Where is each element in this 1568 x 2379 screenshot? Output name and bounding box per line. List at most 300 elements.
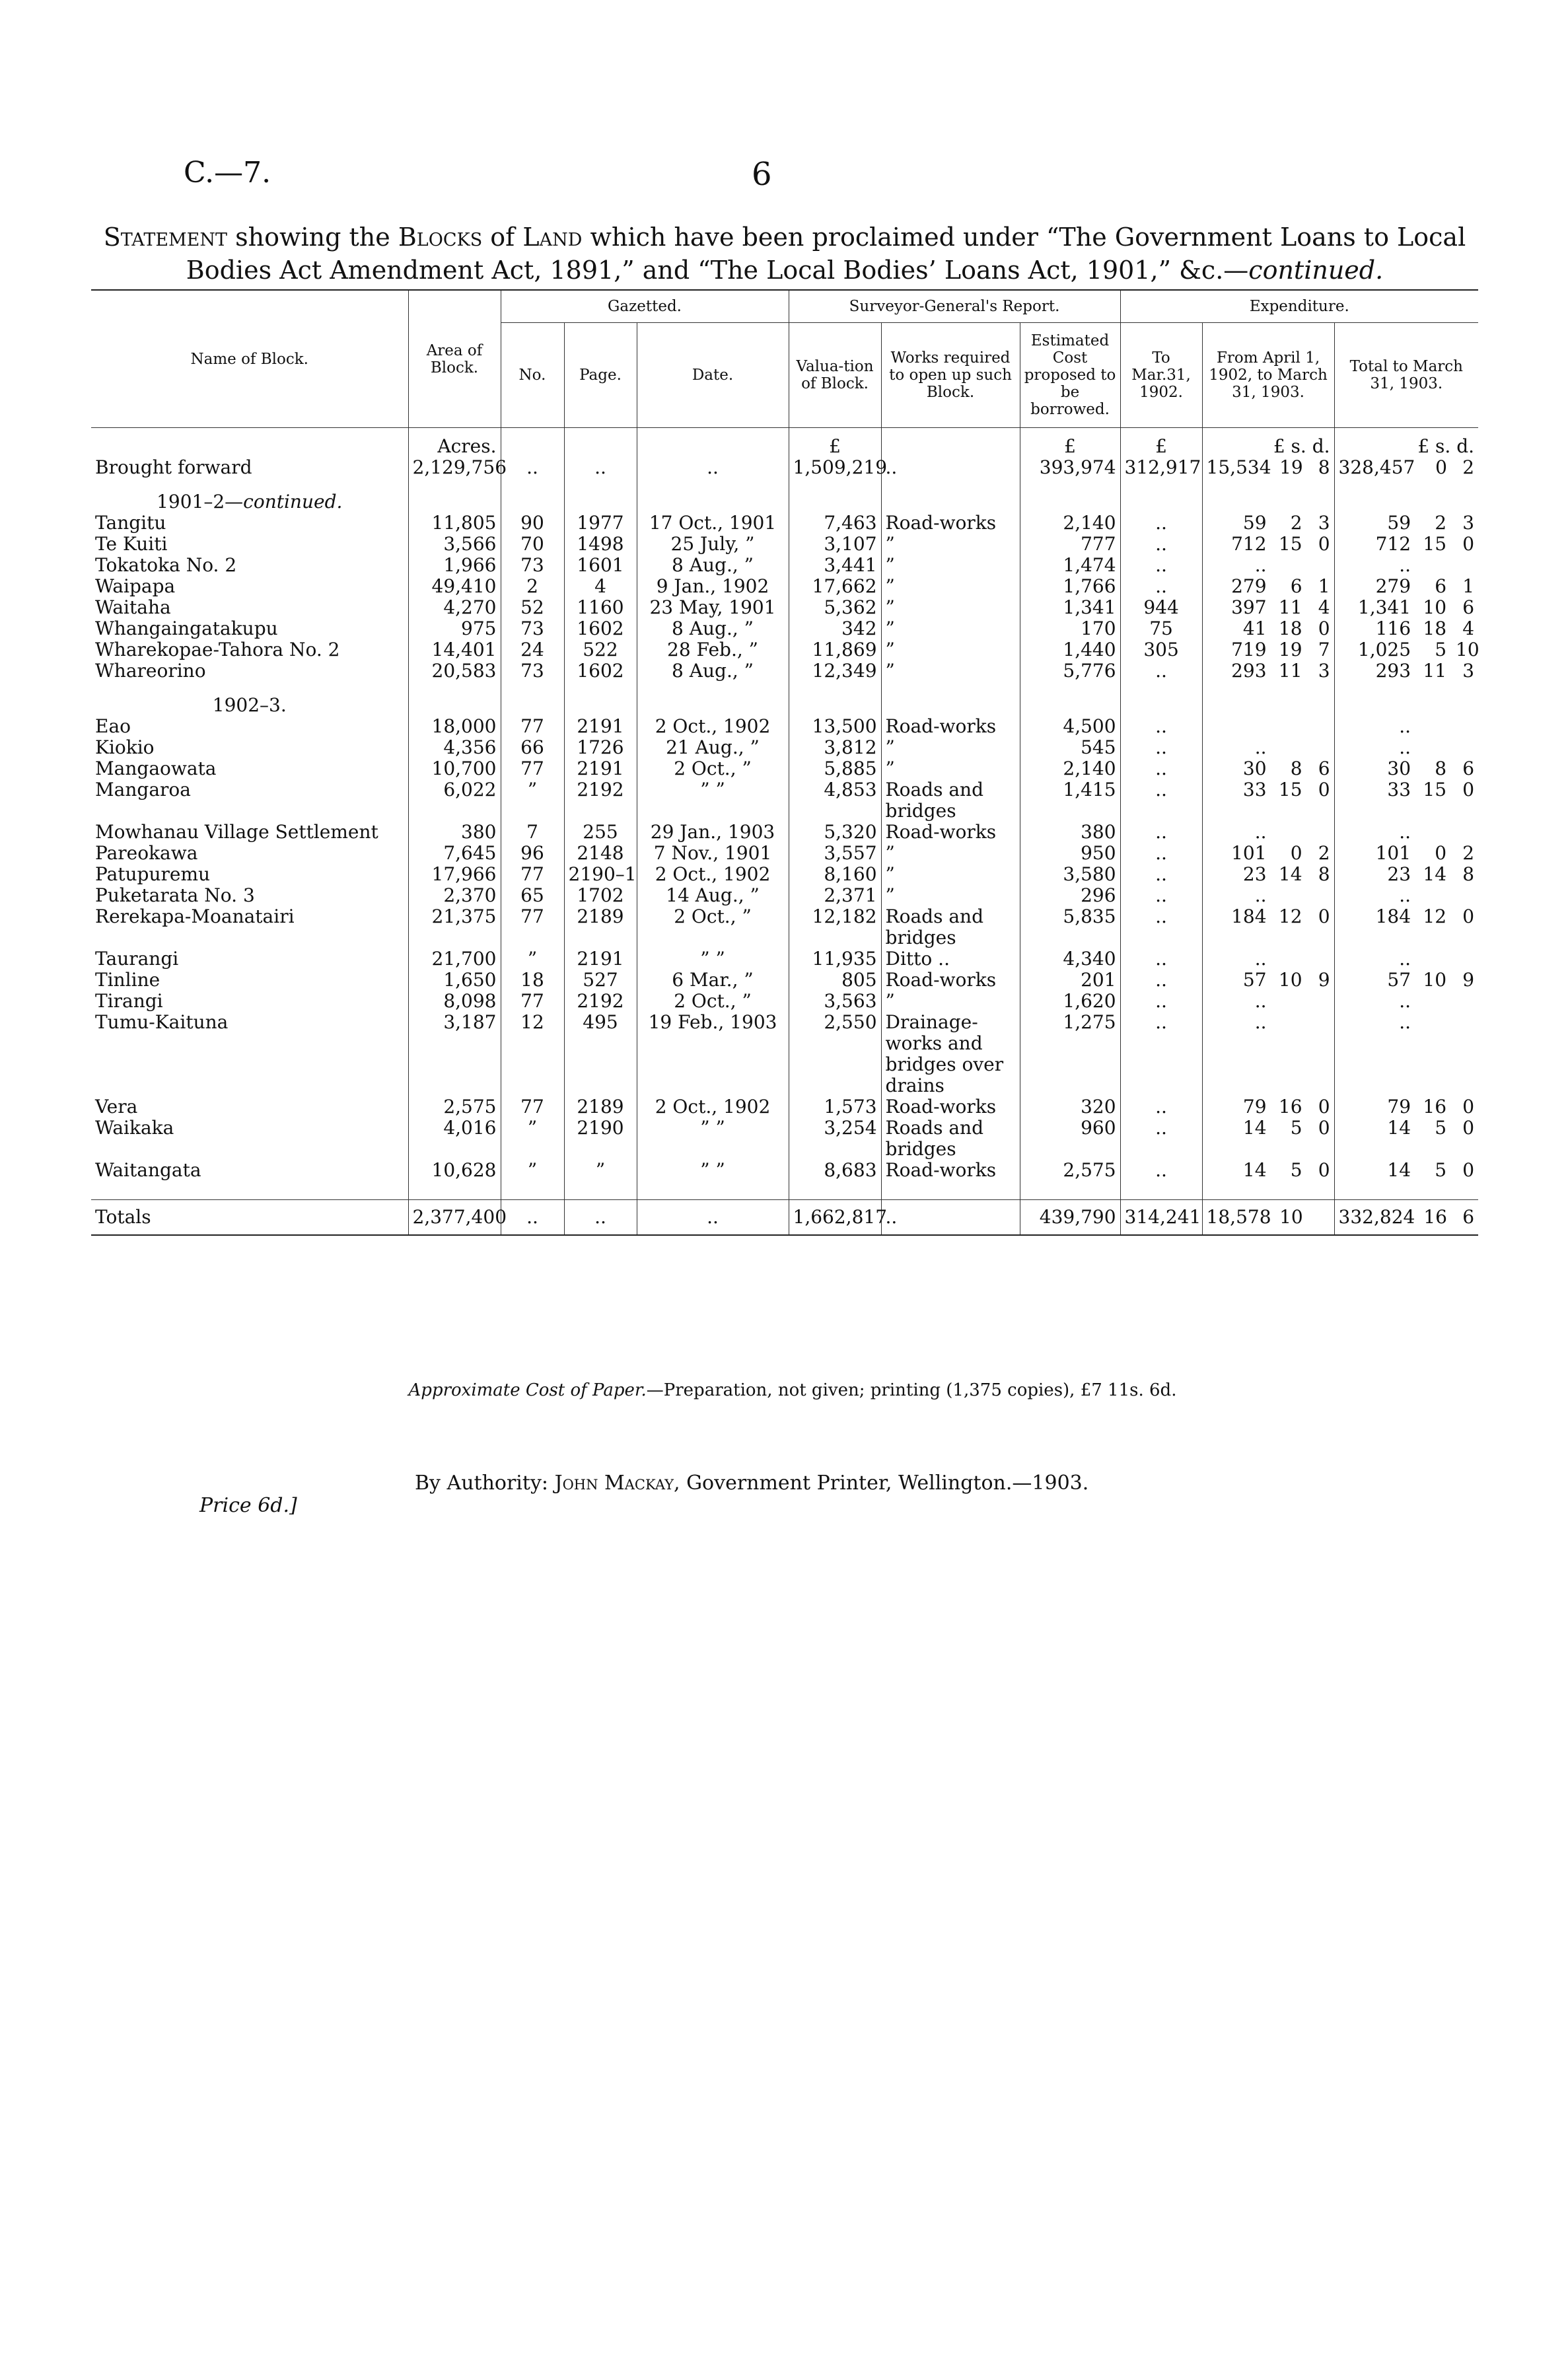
expenditure-1902-1903 bbox=[1202, 864, 1334, 885]
works-required: Roads and bridges bbox=[881, 779, 1020, 822]
pence: 10 bbox=[1456, 639, 1479, 660]
gazette-no: 66 bbox=[501, 737, 564, 758]
area-acres: 3,566 bbox=[408, 534, 501, 555]
money-amount bbox=[1339, 597, 1475, 618]
valuation: 805 bbox=[789, 970, 881, 991]
area-acres: 4,016 bbox=[408, 1118, 501, 1160]
unit-val: £ bbox=[789, 428, 881, 458]
money-amount bbox=[1339, 737, 1475, 758]
pounds: 18,578 bbox=[1206, 1206, 1271, 1228]
expenditure-total bbox=[1334, 779, 1478, 822]
area-acres: 6,022 bbox=[408, 779, 501, 822]
printer-authority bbox=[415, 1472, 1088, 1495]
expenditure-total bbox=[1334, 1118, 1478, 1160]
estimated-cost: 380 bbox=[1020, 822, 1120, 843]
estimated-cost: 777 bbox=[1020, 534, 1120, 555]
pence bbox=[1456, 716, 1474, 737]
expenditure-1902-1903 bbox=[1202, 843, 1334, 864]
expenditure-to-1902: .. bbox=[1120, 1096, 1202, 1118]
gazette-page: 2190 bbox=[564, 1118, 637, 1160]
shillings bbox=[1420, 991, 1446, 1012]
gazette-date: .. bbox=[637, 1200, 789, 1236]
block-name: Mowhanau Village Settlement bbox=[95, 821, 378, 843]
expenditure-to-1902: .. bbox=[1120, 822, 1202, 843]
pence: 0 bbox=[1462, 533, 1475, 555]
estimated-cost: 2,140 bbox=[1020, 513, 1120, 534]
valuation: 11,935 bbox=[789, 948, 881, 970]
estimated-cost: 1,766 bbox=[1020, 576, 1120, 597]
pounds: 23 bbox=[1387, 863, 1411, 885]
price-note: Price 6d.] bbox=[199, 1494, 297, 1517]
expenditure-1902-1903 bbox=[1202, 534, 1334, 555]
expenditure-total bbox=[1334, 716, 1478, 737]
expenditure-1902-1903 bbox=[1202, 1012, 1334, 1096]
expenditure-total bbox=[1334, 660, 1478, 682]
title-land: Land bbox=[522, 223, 583, 252]
works-required: ” bbox=[881, 758, 1020, 779]
unit-acres: Acres. bbox=[408, 428, 501, 458]
estimated-cost: 320 bbox=[1020, 1096, 1120, 1118]
expenditure-to-1902: 305 bbox=[1120, 639, 1202, 660]
works-required: Road-works bbox=[881, 822, 1020, 843]
estimated-cost: 5,835 bbox=[1020, 906, 1120, 948]
money-amount bbox=[1207, 1207, 1330, 1228]
block-name: Eao bbox=[95, 715, 131, 737]
authority-lead: By Authority: bbox=[415, 1472, 549, 1495]
pounds: 79 bbox=[1242, 1096, 1267, 1118]
expenditure-1902-1903 bbox=[1202, 1160, 1334, 1181]
gazette-date: ” ” bbox=[637, 1118, 789, 1160]
gazette-page: .. bbox=[564, 1200, 637, 1236]
gazette-page: 2191 bbox=[564, 758, 637, 779]
shillings: 16 bbox=[1278, 1096, 1302, 1118]
pence bbox=[1312, 991, 1330, 1012]
area-acres: 18,000 bbox=[408, 716, 501, 737]
block-name: Mangaroa bbox=[95, 779, 191, 800]
shillings: 6 bbox=[1290, 575, 1302, 597]
pounds: 14 bbox=[1387, 1117, 1411, 1139]
gazette-no: 77 bbox=[501, 906, 564, 948]
pence: 0 bbox=[1318, 779, 1330, 800]
shillings bbox=[1420, 716, 1446, 737]
pounds: 1,341 bbox=[1357, 596, 1411, 618]
money-amount bbox=[1207, 618, 1330, 639]
estimated-cost: 4,500 bbox=[1020, 716, 1120, 737]
valuation: 5,885 bbox=[789, 758, 881, 779]
cost-details: —Preparation, not given; printing (1,375 copies), £7 11s. 6d. bbox=[646, 1380, 1177, 1400]
cost-label: Approximate Cost of Paper. bbox=[408, 1380, 647, 1400]
gazette-no: ” bbox=[501, 779, 564, 822]
expenditure-to-1902: .. bbox=[1120, 660, 1202, 682]
spacer-row bbox=[91, 1181, 1478, 1200]
area-acres: 10,628 bbox=[408, 1160, 501, 1181]
shillings: 5 bbox=[1435, 1117, 1447, 1139]
gazette-page: 1726 bbox=[564, 737, 637, 758]
valuation: 8,683 bbox=[789, 1160, 881, 1181]
gazette-no: 73 bbox=[501, 660, 564, 682]
pence: 0 bbox=[1318, 1159, 1330, 1181]
table-row bbox=[91, 991, 1478, 1012]
table-row bbox=[91, 639, 1478, 660]
gazette-page: 2192 bbox=[564, 779, 637, 822]
pence: 6 bbox=[1318, 758, 1330, 779]
gazette-date: 17 Oct., 1901 bbox=[637, 513, 789, 534]
expenditure-1902-1903 bbox=[1202, 970, 1334, 991]
pounds: .. bbox=[1399, 1011, 1411, 1033]
table-row bbox=[91, 534, 1478, 555]
expenditure-to-1902: .. bbox=[1120, 970, 1202, 991]
table-row bbox=[91, 906, 1478, 948]
shillings: 2 bbox=[1290, 512, 1302, 534]
works-required: ” bbox=[881, 618, 1020, 639]
estimated-cost: 2,140 bbox=[1020, 758, 1120, 779]
pounds: .. bbox=[1254, 821, 1267, 843]
pounds: .. bbox=[1399, 821, 1411, 843]
gazette-date: 21 Aug., ” bbox=[637, 737, 789, 758]
gazette-page: 2148 bbox=[564, 843, 637, 864]
gazette-date: 9 Jan., 1902 bbox=[637, 576, 789, 597]
money-amount bbox=[1207, 991, 1330, 1012]
shillings: 12 bbox=[1278, 905, 1302, 927]
area-acres: 380 bbox=[408, 822, 501, 843]
expenditure-total bbox=[1334, 1096, 1478, 1118]
pounds: .. bbox=[1254, 948, 1267, 970]
valuation: 2,371 bbox=[789, 885, 881, 906]
pence: 0 bbox=[1462, 1096, 1475, 1118]
money-amount bbox=[1339, 1118, 1475, 1139]
totals-row bbox=[91, 1200, 1478, 1236]
gazette-date: 2 Oct., 1902 bbox=[637, 1096, 789, 1118]
expenditure-to-1902: .. bbox=[1120, 555, 1202, 576]
gazette-date: 29 Jan., 1903 bbox=[637, 822, 789, 843]
statement-table bbox=[91, 289, 1478, 1236]
shillings: 15 bbox=[1278, 533, 1302, 555]
pence: 1 bbox=[1462, 575, 1475, 597]
area-acres: 2,129,756 bbox=[408, 457, 501, 478]
expenditure-to-1902: .. bbox=[1120, 885, 1202, 906]
col-name-of-block: Name of Block. bbox=[91, 290, 408, 428]
money-amount bbox=[1339, 534, 1475, 555]
shillings bbox=[1276, 948, 1302, 970]
works-required: ” bbox=[881, 864, 1020, 885]
expenditure-to-1902: 314,241 bbox=[1120, 1200, 1202, 1236]
expenditure-total bbox=[1334, 948, 1478, 970]
statement-title bbox=[91, 221, 1478, 287]
expenditure-to-1902: .. bbox=[1120, 1012, 1202, 1096]
pounds: 41 bbox=[1242, 618, 1267, 639]
section-label bbox=[91, 682, 408, 716]
expenditure-to-1902: .. bbox=[1120, 534, 1202, 555]
shillings: 10 bbox=[1279, 1206, 1303, 1228]
expenditure-to-1902: .. bbox=[1120, 1118, 1202, 1160]
works-required: ” bbox=[881, 991, 1020, 1012]
expenditure-1902-1903 bbox=[1202, 576, 1334, 597]
expenditure-1902-1903 bbox=[1202, 822, 1334, 843]
shillings bbox=[1276, 885, 1302, 906]
col-area: Area of Block. bbox=[408, 290, 501, 428]
pence bbox=[1312, 1207, 1330, 1228]
col-total-1903: Total to March 31, 1903. bbox=[1334, 323, 1478, 428]
expenditure-total bbox=[1334, 906, 1478, 948]
pence: 0 bbox=[1318, 618, 1330, 639]
gazette-date: ” ” bbox=[637, 948, 789, 970]
money-amount bbox=[1207, 822, 1330, 843]
works-required: ” bbox=[881, 843, 1020, 864]
gazette-page: 1702 bbox=[564, 885, 637, 906]
estimated-cost: 2,575 bbox=[1020, 1160, 1120, 1181]
pounds: 101 bbox=[1231, 842, 1267, 864]
valuation: 12,182 bbox=[789, 906, 881, 948]
pence: 0 bbox=[1318, 905, 1330, 927]
expenditure-to-1902: .. bbox=[1120, 906, 1202, 948]
pounds: .. bbox=[1254, 884, 1267, 906]
money-amount bbox=[1339, 970, 1475, 991]
money-amount bbox=[1207, 1012, 1330, 1033]
gazette-no: 12 bbox=[501, 1012, 564, 1096]
expenditure-total bbox=[1334, 1012, 1478, 1096]
pounds: 30 bbox=[1387, 758, 1411, 779]
col-surveyor-report: Surveyor-General's Report. bbox=[789, 290, 1120, 323]
block-name: Vera bbox=[95, 1096, 138, 1118]
valuation: 7,463 bbox=[789, 513, 881, 534]
works-required: ” bbox=[881, 885, 1020, 906]
col-page: Page. bbox=[564, 323, 637, 428]
expenditure-to-1902: .. bbox=[1120, 1160, 1202, 1181]
expenditure-1902-1903 bbox=[1202, 737, 1334, 758]
block-name: Te Kuiti bbox=[95, 533, 168, 555]
pence bbox=[1456, 822, 1474, 843]
money-amount bbox=[1339, 555, 1475, 576]
valuation: 8,160 bbox=[789, 864, 881, 885]
gazette-page: 1498 bbox=[564, 534, 637, 555]
shillings: 6 bbox=[1435, 575, 1447, 597]
table-row bbox=[91, 555, 1478, 576]
expenditure-total bbox=[1334, 991, 1478, 1012]
pounds: .. bbox=[1399, 554, 1411, 576]
pounds: 59 bbox=[1242, 512, 1267, 534]
gazette-date: .. bbox=[637, 457, 789, 478]
expenditure-total bbox=[1334, 758, 1478, 779]
expenditure-1902-1903 bbox=[1202, 885, 1334, 906]
gazette-date: 7 Nov., 1901 bbox=[637, 843, 789, 864]
block-name: Brought forward bbox=[95, 456, 252, 478]
unit-from: £ s. d. bbox=[1202, 428, 1334, 458]
pence bbox=[1312, 1012, 1330, 1033]
shillings: 0 bbox=[1290, 842, 1302, 864]
gazette-date: 2 Oct., ” bbox=[637, 991, 789, 1012]
expenditure-1902-1903 bbox=[1202, 597, 1334, 618]
table-row bbox=[91, 597, 1478, 618]
expenditure-to-1902: .. bbox=[1120, 779, 1202, 822]
gazette-no: ” bbox=[501, 1118, 564, 1160]
gazette-page: 2191 bbox=[564, 716, 637, 737]
block-name: Wharekopae-Tahora No. 2 bbox=[95, 639, 340, 660]
pence: 3 bbox=[1462, 512, 1475, 534]
pence bbox=[1312, 948, 1330, 970]
gazette-no: 77 bbox=[501, 864, 564, 885]
area-acres: 2,370 bbox=[408, 885, 501, 906]
pounds: 14 bbox=[1242, 1159, 1267, 1181]
gazette-page: 2190–1 bbox=[564, 864, 637, 885]
gazette-page: 2192 bbox=[564, 991, 637, 1012]
pence: 0 bbox=[1318, 1117, 1330, 1139]
block-name: Tumu-Kaituna bbox=[95, 1011, 229, 1033]
table-row bbox=[91, 1118, 1478, 1160]
shillings: 16 bbox=[1423, 1096, 1447, 1118]
expenditure-to-1902: .. bbox=[1120, 737, 1202, 758]
pence bbox=[1312, 555, 1330, 576]
pounds: 79 bbox=[1387, 1096, 1411, 1118]
shillings: 16 bbox=[1423, 1206, 1447, 1228]
valuation: 3,812 bbox=[789, 737, 881, 758]
pounds: 101 bbox=[1375, 842, 1411, 864]
shillings bbox=[1276, 991, 1302, 1012]
pounds: .. bbox=[1254, 990, 1267, 1012]
money-amount bbox=[1339, 576, 1475, 597]
shillings: 8 bbox=[1290, 758, 1302, 779]
money-amount bbox=[1207, 885, 1330, 906]
expenditure-to-1902: 312,917 bbox=[1120, 457, 1202, 478]
pence: 0 bbox=[1318, 533, 1330, 555]
pence: 7 bbox=[1318, 639, 1330, 660]
table-row bbox=[91, 758, 1478, 779]
pence bbox=[1456, 885, 1474, 906]
expenditure-1902-1903 bbox=[1202, 1118, 1334, 1160]
block-name: Rerekapa-Moanatairi bbox=[95, 905, 295, 927]
money-amount bbox=[1207, 779, 1330, 800]
pounds: 57 bbox=[1387, 969, 1411, 991]
money-amount bbox=[1207, 513, 1330, 534]
money-amount bbox=[1339, 457, 1475, 478]
expenditure-to-1902: .. bbox=[1120, 758, 1202, 779]
gazette-page: 1602 bbox=[564, 660, 637, 682]
section-year: 1901–2— bbox=[157, 491, 244, 513]
estimated-cost: 5,776 bbox=[1020, 660, 1120, 682]
valuation: 11,869 bbox=[789, 639, 881, 660]
expenditure-total bbox=[1334, 576, 1478, 597]
estimated-cost: 1,415 bbox=[1020, 779, 1120, 822]
expenditure-to-1902: 944 bbox=[1120, 597, 1202, 618]
expenditure-1902-1903 bbox=[1202, 457, 1334, 478]
pence bbox=[1312, 885, 1330, 906]
gazette-date: 8 Aug., ” bbox=[637, 555, 789, 576]
area-acres: 11,805 bbox=[408, 513, 501, 534]
col-from-april-1902: From April 1, 1902, to March 31, 1903. bbox=[1202, 323, 1334, 428]
table-row bbox=[91, 716, 1478, 737]
money-amount bbox=[1339, 843, 1475, 864]
pence bbox=[1312, 822, 1330, 843]
money-amount bbox=[1207, 1118, 1330, 1139]
page-number: 6 bbox=[752, 156, 772, 193]
area-acres: 14,401 bbox=[408, 639, 501, 660]
block-name: Waipapa bbox=[95, 575, 176, 597]
valuation: 2,550 bbox=[789, 1012, 881, 1096]
estimated-cost: 960 bbox=[1020, 1118, 1120, 1160]
pounds: 33 bbox=[1387, 779, 1411, 800]
pounds: 57 bbox=[1242, 969, 1267, 991]
shillings: 2 bbox=[1435, 512, 1447, 534]
valuation: 3,107 bbox=[789, 534, 881, 555]
gazette-no: .. bbox=[501, 1200, 564, 1236]
pounds: .. bbox=[1254, 554, 1267, 576]
valuation: 3,563 bbox=[789, 991, 881, 1012]
works-required: Road-works bbox=[881, 970, 1020, 991]
gazette-page: 1601 bbox=[564, 555, 637, 576]
table-row bbox=[91, 864, 1478, 885]
pence bbox=[1456, 1012, 1474, 1033]
money-amount bbox=[1207, 758, 1330, 779]
money-amount bbox=[1207, 457, 1330, 478]
money-amount bbox=[1339, 779, 1475, 800]
shillings bbox=[1420, 885, 1446, 906]
expenditure-1902-1903 bbox=[1202, 906, 1334, 948]
shillings: 8 bbox=[1435, 758, 1447, 779]
expenditure-to-1902: .. bbox=[1120, 576, 1202, 597]
shillings: 5 bbox=[1435, 639, 1447, 660]
expenditure-to-1902: .. bbox=[1120, 716, 1202, 737]
valuation: 1,509,219 bbox=[789, 457, 881, 478]
works-required: Drainage-works and bridges over drains bbox=[881, 1012, 1020, 1096]
expenditure-to-1902: .. bbox=[1120, 991, 1202, 1012]
pence: 2 bbox=[1318, 842, 1330, 864]
pence: 3 bbox=[1318, 660, 1330, 682]
shillings: 0 bbox=[1435, 842, 1447, 864]
money-amount bbox=[1339, 660, 1475, 682]
expenditure-to-1902: 75 bbox=[1120, 618, 1202, 639]
section-continued: continued. bbox=[243, 491, 343, 513]
estimated-cost: 393,974 bbox=[1020, 457, 1120, 478]
table-row bbox=[91, 1012, 1478, 1096]
block-name: Kiokio bbox=[95, 736, 155, 758]
title-part-3: which have been proclaimed under “The Government Loans to Local Bodies Act Amendment Act, 1891,” and “The Local Bodies’ Loans Act, 1901,” &c.— bbox=[186, 223, 1466, 285]
shillings bbox=[1420, 822, 1446, 843]
gazette-no: 18 bbox=[501, 970, 564, 991]
pounds: 14 bbox=[1387, 1159, 1411, 1181]
unit-est: £ bbox=[1020, 428, 1120, 458]
gazette-date: 8 Aug., ” bbox=[637, 618, 789, 639]
works-required: Road-works bbox=[881, 716, 1020, 737]
pounds: 33 bbox=[1242, 779, 1267, 800]
money-amount bbox=[1207, 597, 1330, 618]
section-label bbox=[91, 478, 408, 513]
pounds: 397 bbox=[1231, 596, 1267, 618]
expenditure-total bbox=[1334, 513, 1478, 534]
pounds: 293 bbox=[1375, 660, 1411, 682]
gazette-page: 255 bbox=[564, 822, 637, 843]
pounds: 712 bbox=[1375, 533, 1411, 555]
money-amount bbox=[1339, 948, 1475, 970]
expenditure-total bbox=[1334, 555, 1478, 576]
table-row bbox=[91, 843, 1478, 864]
block-name: Tokatoka No. 2 bbox=[95, 554, 237, 576]
pence bbox=[1312, 737, 1330, 758]
works-required: ” bbox=[881, 576, 1020, 597]
brought-forward-row bbox=[91, 457, 1478, 478]
shillings: 11 bbox=[1278, 660, 1302, 682]
expenditure-total bbox=[1334, 639, 1478, 660]
gazette-no: 73 bbox=[501, 555, 564, 576]
estimated-cost: 3,580 bbox=[1020, 864, 1120, 885]
shillings: 19 bbox=[1278, 639, 1302, 660]
col-to-mar-1902: To Mar.31, 1902. bbox=[1120, 323, 1202, 428]
shillings: 11 bbox=[1278, 596, 1302, 618]
estimated-cost: 1,341 bbox=[1020, 597, 1120, 618]
expenditure-1902-1903 bbox=[1202, 1096, 1334, 1118]
expenditure-total bbox=[1334, 457, 1478, 478]
pounds: 184 bbox=[1231, 905, 1267, 927]
gazette-date: 14 Aug., ” bbox=[637, 885, 789, 906]
gazette-date: 19 Feb., 1903 bbox=[637, 1012, 789, 1096]
